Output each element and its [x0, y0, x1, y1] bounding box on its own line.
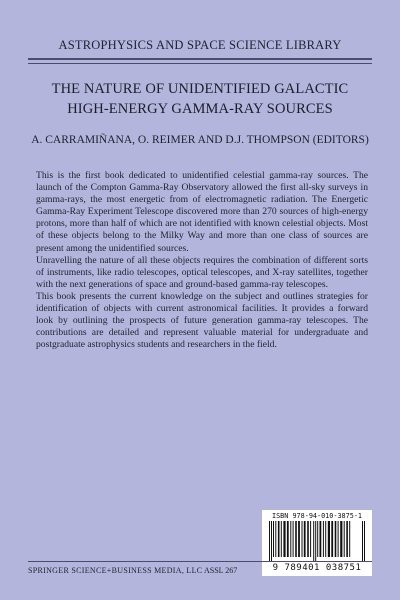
- blurb-paragraph-1: This is the first book dedicated to unidentified celestial gamma-ray sources. The launch of the Compton Gamma-Ray Observatory allowed the first all-sky surveys in gamma-rays, the most energetic from of electromagnetic radiation. The Energetic Gamma-Ray Experiment Telescope discovered more than 270 sources of high-energy protons, more than half of which are not identified with known celestial objects. Most of these objects belong to the Milky Way and more than one class of sources are present among the unidentified sources.: [36, 170, 368, 254]
- editors-line: A. CARRAMIÑANA, O. REIMER AND D.J. THOMPSON (EDITORS): [31, 134, 369, 146]
- book-title: [0, 79, 400, 119]
- publisher-name: SPRINGER SCIENCE+BUSINESS MEDIA, LLC: [28, 566, 203, 575]
- series-number: ASSL 267: [204, 566, 238, 575]
- top-rule-thick: [28, 58, 372, 60]
- title-line-1: THE NATURE OF UNIDENTIFIED GALACTIC: [51, 81, 349, 97]
- bottom-rule: [28, 561, 372, 562]
- barcode-number: 9 789401 038751: [272, 563, 362, 573]
- blurb-paragraph-2: Unravelling the nature of all these objects requires the combination of different sorts of instruments, like radio telescopes, optical telescopes, and X-ray satellites, together with the next generations of space and ground-based gamma-ray telescopes.: [36, 254, 368, 290]
- blurb-paragraph-3: This book presents the current knowledge on the subject and outlines strategies for identification of objects with current astronomical facilities. It provides a forward look by outlining the prospects of future generation gamma-ray telescopes. The contributions are detailed and represent valuable material for undergraduate and postgraduate astrophysics students and researchers in the field.: [36, 290, 368, 351]
- isbn-label: ISBN 978-94-010-3875-1: [271, 512, 363, 520]
- barcode: [262, 510, 372, 576]
- title-line-2: HIGH-ENERGY GAMMA-RAY SOURCES: [67, 101, 333, 117]
- barcode-bars: [268, 521, 366, 561]
- blurb-text: [36, 170, 368, 351]
- series-name: ASTROPHYSICS AND SPACE SCIENCE LIBRARY: [58, 38, 342, 52]
- top-rule-thin: [28, 63, 372, 64]
